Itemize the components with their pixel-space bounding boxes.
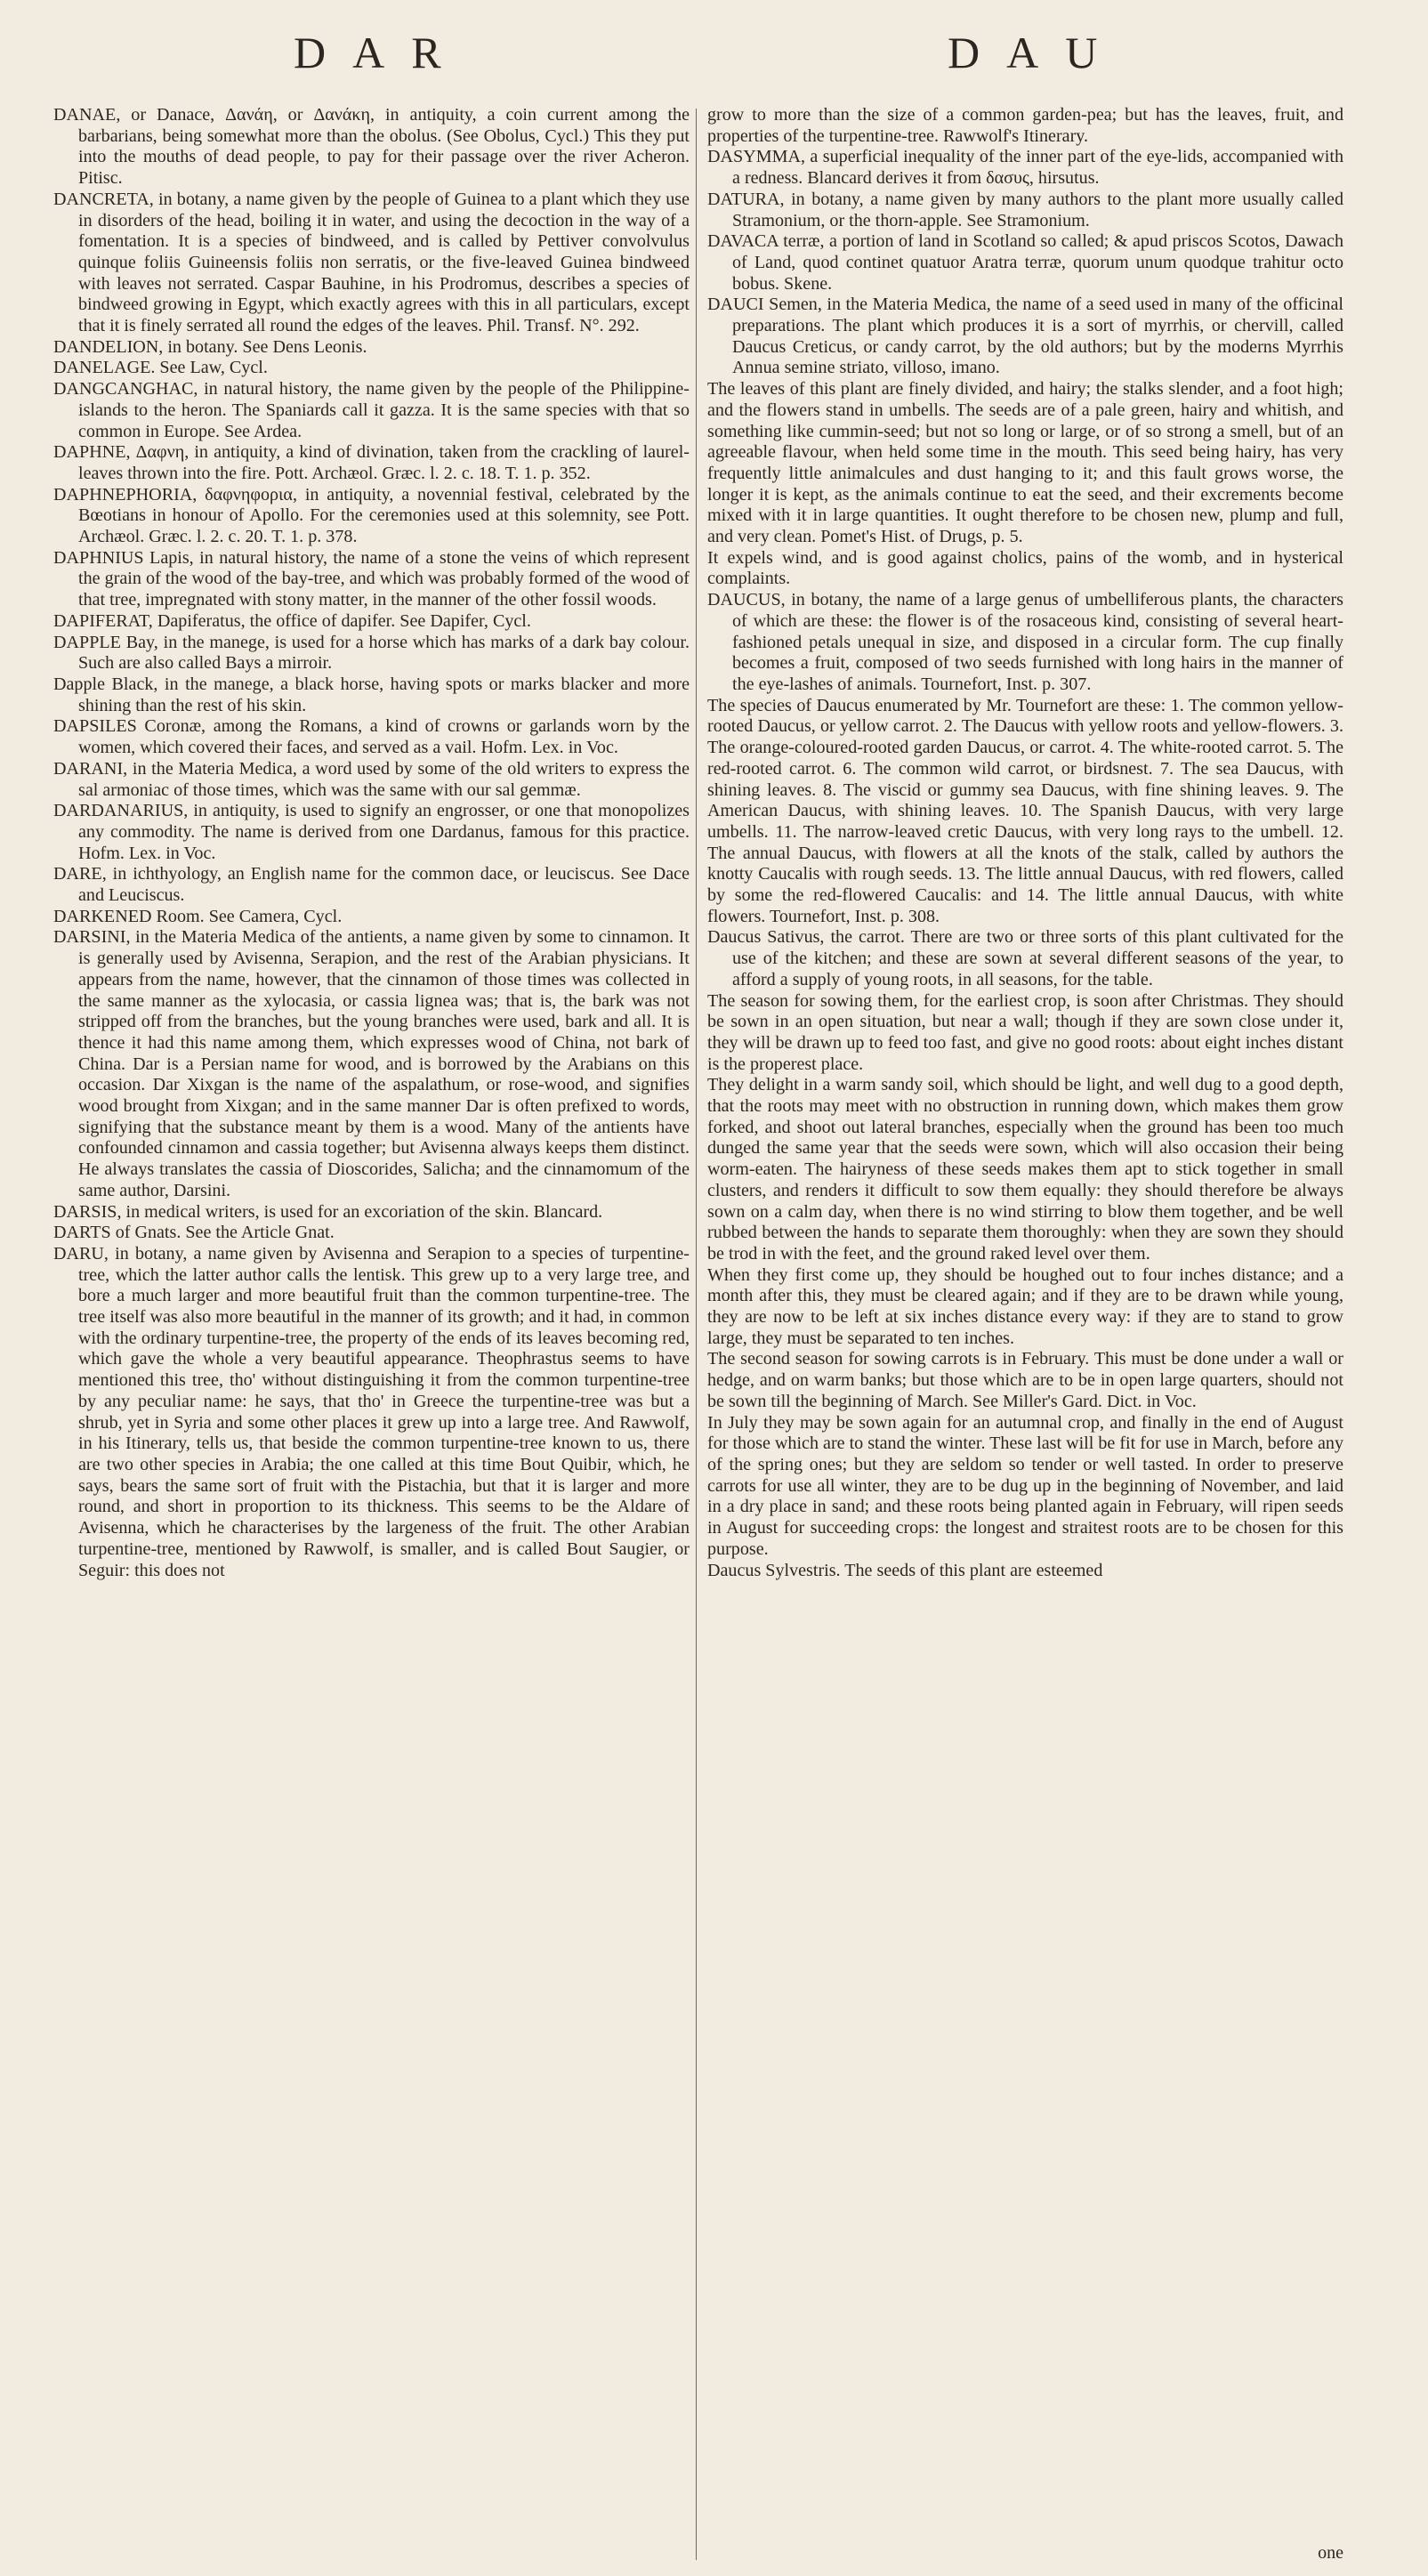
entry-daphnius: DAPHNIUS Lapis, in natural history, the name of a stone the veins of which represent the grain of the wood of the bay-tree, and which was probably formed of the wood of that tree, impregnated with stony matter, in the manner of the other fossil woods. xyxy=(53,547,690,610)
right-column xyxy=(707,105,1343,1581)
column-divider xyxy=(696,109,697,2560)
para-sativus-4: When they first come up, they should be houghed out to four inches distance; and a month after this, they must be cleared again; and if they are to be drawn while young, they are now to be left at six inches distance every way: if they are to stand to grow large, they must be separated to ten inches. xyxy=(707,1264,1343,1348)
entry-daphne: DAPHNE, Δαφνη, in antiquity, a kind of divination, taken from the crackling of laurel-leaves thrown into the fire. Pott. Archæol. Græc. l. 2. c. 18. T. 1. p. 352. xyxy=(53,442,690,483)
entry-daucus: DAUCUS, in botany, the name of a large genus of umbelliferous plants, the characters of which are these: the flower is of the rosaceous kind, consisting of several heart-fashioned petals unequal in size, and disposed in a circular form. The cup finally becomes a fruit, composed of two seeds furnished with long hairs in the manner of the eye-lashes of animals. Tournefort, Inst. p. 307. xyxy=(707,590,1343,694)
entry-daucus-sativus: Daucus Sativus, the carrot. There are two or three sorts of this plant cultivated for the use of the kitchen; and these are sown at several different seasons of the year, to afford a supply of young roots, in all seasons, for the table. xyxy=(707,927,1343,989)
entry-dancreta: DANCRETA, in botany, a name given by the people of Guinea to a plant which they use in disorders of the head, boiling it in water, and using the decoction in the way of a fomentation. It is a species of bindweed, and is called by Pettiver convolvulus quinque foliis Guineensis foliis non serratis, or the five-leaved Guinea bindweed with leaves not serrated. Caspar Bauhine, in his Prodromus, describes a species of bindweed growing in Egypt, which exactly agrees with this in all particulars, except that it is finely serrated all round the edges of the leaves. Phil. Transf. N°. 292. xyxy=(53,189,690,336)
entry-darkened: DARKENED Room. See Camera, Cycl. xyxy=(53,906,343,926)
entry-dangcanghac: DANGCANGHAC, in natural history, the name given by the people of the Philippine-islands to the heron. The Spaniards call it gazza. It is the same species with that so common in Europe. See Ardea. xyxy=(53,379,690,441)
entry-dapiferat: DAPIFERAT, Dapiferatus, the office of dapifer. See Dapifer, Cycl. xyxy=(53,610,531,631)
para-sativus-6: In July they may be sown again for an autumnal crop, and finally in the end of August for those which are to stand the winter. These last will be fit for use in March, before any of the spring ones; but they are seldom so tender or well tasted. In order to preserve carrots for use all winter, they are to be dug up in the beginning of November, and laid in a dry place in sand; and these roots being planted again in February, will ripen seeds in August for succeeding crops: the longest and straitest roots are to be chosen for this purpose. xyxy=(707,1412,1343,1559)
catchword: one xyxy=(1318,2543,1343,2563)
entry-datura: DATURA, in botany, a name given by many authors to the plant more usually called Stramonium, or the thorn-apple. See Stramonium. xyxy=(707,189,1343,230)
entry-dauci: DAUCI Semen, in the Materia Medica, the name of a seed used in many of the officinal preparations. The plant which produces it is a sort of myrrhis, or chervill, called Daucus Creticus, or candy carrot, by the old authors; but by the moderns Myrrhis Annua semine striato, villoso, imano. xyxy=(707,295,1343,378)
entry-dapple-black: Dapple Black, in the manege, a black horse, having spots or marks blacker and more shining than the rest of his skin. xyxy=(53,674,690,715)
para-sativus-2: The season for sowing them, for the earliest crop, is soon after Christmas. They should be sown in an open situation, but near a wall; though if they are sown close under it, they will be drawn up to feed too fast, and give no good roots: about eight inches distant is the properest place. xyxy=(707,990,1343,1074)
running-head-right: DAU xyxy=(948,28,1125,77)
entry-dardanarius: DARDANARIUS, in antiquity, is used to signify an engrosser, or one that monopolizes any commodity. The name is derived from one Dardanus, famous for this practice. Hofm. Lex. in Voc. xyxy=(53,801,690,863)
entry-darsis: DARSIS, in medical writers, is used for an excoriation of the skin. Blancard. xyxy=(53,1201,603,1222)
running-head-left: DAR xyxy=(294,28,468,77)
para-dauci-3: It expels wind, and is good against cholics, pains of the womb, and in hysterical complaints. xyxy=(707,547,1343,589)
para-daru-cont: grow to more than the size of a common garden-pea; but has the leaves, fruit, and properties of the turpentine-tree. Rawwolf's Itinerary. xyxy=(707,105,1343,146)
para-sativus-3: They delight in a warm sandy soil, which should be light, and well dug to a good depth, that the roots may meet with no obstruction in running down, which makes them grow forked, and shoot out lateral branches, especially when the ground has been too much dunged the same year that the seeds were sown, which will also occasion their being worm-eaten. The hairyness of these seeds makes them apt to stick together in small clusters, and renders it difficult to sow them equally: they should therefore be always sown on a calm day, when there is no wind stirring to blow them together, and be well rubbed between the hands to separate them thoroughly: when they are sown they should be trod in with the feet, and the ground raked level over them. xyxy=(707,1075,1343,1264)
entry-dapsiles: DAPSILES Coronæ, among the Romans, a kind of crowns or garlands worn by the women, which covered their faces, and served as a vail. Hofm. Lex. in Voc. xyxy=(53,716,690,758)
entry-daru: DARU, in botany, a name given by Avisenna and Serapion to a species of turpentine-tree, which the latter author calls the lentisk. This grew up to a very large tree, and bore a much larger and more beautiful fruit than the common turpentine-tree. The tree itself was also more beautiful in the manner of its growth; and it had, in common with the ordinary turpentine-tree, the property of the ends of its leaves becoming red, which gave the whole a very beautiful appearance. Theophrastus seems to have mentioned this tree, tho' without distinguishing it from the common turpentine-tree by any peculiar name: he says, that tho' in Greece the turpentine-tree was but a shrub, yet in Syria and some other places it grew up into a large tree. And Rawwolf, in his Itinerary, tells us, that beside the common turpentine-tree known to us, there are two other species in Arabia; the one called at this time Bout Quibir, which, he says, bears the same sort of fruit with the Pistachia, but that it is larger and more round, and short in proportion to its thickness. This seems to be the Aldare of Avisenna, which he characterises by the largeness of the fruit. The other Arabian turpentine-tree, mentioned by Rawwolf, is smaller, and is called Bout Saugier, or Seguir: this does not xyxy=(53,1243,690,1580)
entry-daphnephoria: DAPHNEPHORIA, δαφνηφορια, in antiquity, a novennial festival, celebrated by the Bœotians in honour of Apollo. For the ceremonies used at this solemnity, see Pott. Archæol. Græc. l. 2. c. 20. T. 1. p. 378. xyxy=(53,484,690,547)
entry-darts: DARTS of Gnats. See the Article Gnat. xyxy=(53,1223,335,1243)
para-sativus-5: The second season for sowing carrots is in February. This must be done under a wall or hedge, and on warm banks; but those which are to be in open large quarters, should not be sown till the beginning of March. See Miller's Gard. Dict. in Voc. xyxy=(707,1349,1343,1411)
entry-darani: DARANI, in the Materia Medica, a word used by some of the old writers to express the sal armoniac of those times, which was the same with our sal gemmæ. xyxy=(53,758,690,800)
left-column xyxy=(53,105,690,1581)
entry-danelage: DANELAGE. See Law, Cycl. xyxy=(53,358,268,378)
entry-dasymma: DASYMMA, a superficial inequality of the inner part of the eye-lids, accompanied with a redness. Blancard derives it from δασυς, hirsutus. xyxy=(707,147,1343,189)
para-dauci-2: The leaves of this plant are finely divided, and hairy; the stalks slender, and a foot high; and the flowers stand in umbells. The seeds are of a pale green, hairy and whitish, and something like cummin-seed; but not so long or large, or of so strong a smell, but of an agreeable flavour, when held some time in the mouth. This seed being hairy, has very frequently little animalcules and dust hanging to it; and this fault grows worse, the longer it is kept, as the animals continue to eat the seed, and their excrements become mixed with it in large quantities. It ought therefore to be chosen new, plump and full, and very clean. Pomet's Hist. of Drugs, p. 5. xyxy=(707,379,1343,547)
entry-danae: DANAE, or Danace, Δανάη, or Δανάκη, in antiquity, a coin current among the barbarians, being somewhat more than the obolus. (See Obolus, Cycl.) This they put into the mouths of dead people, to pay for their passage over the river Acheron. Pitisc. xyxy=(53,105,690,189)
entry-dare: DARE, in ichthyology, an English name for the common dace, or leuciscus. See Dace and Leuciscus. xyxy=(53,864,690,906)
entry-daucus-sylvestris: Daucus Sylvestris. The seeds of this plant are esteemed xyxy=(707,1560,1103,1580)
entry-darsini: DARSINI, in the Materia Medica of the antients, a name given by some to cinnamon. It is generally used by Avisenna, Serapion, and the rest of the Arabian physicians. It appears from the name, however, that the cinnamon of those times was collected in the same manner as the xylocasia, or cassia lignea was; that is, the bark was not stripped off from the branches, but the young branches were used, bark and all. It is thence it had this name among them, which expresses wood of China, not bark of China. Dar is a Persian name for wood, and is borrowed by the Arabians on this occasion. Dar Xixgan is the name of the aspalathum, or rose-wood, and signifies wood brought from Xixgan; and in the same manner Dar is often prefixed to words, signifying that the substance meant by them is a wood. Many of the antients have confounded cinnamon and cassia together; but Avisenna always keeps them distinct. He always translates the cassia of Dioscorides, Salicha; and the cinnamomum of the same author, Darsini. xyxy=(53,927,690,1200)
entry-davaca: DAVACA terræ, a portion of land in Scotland so called; & apud priscos Scotos, Dawach of Land, quod continet quatuor Aratra terræ, quorum unum quodque trahitur octo bobus. Skene. xyxy=(707,231,1343,294)
para-daucus-species: The species of Daucus enumerated by Mr. Tournefort are these: 1. The common yellow-rooted Daucus, or yellow carrot. 2. The Daucus with yellow roots and yellow-flowers. 3. The orange-coloured-rooted garden Daucus, or carrot. 4. The white-rooted carrot. 5. The red-rooted carrot. 6. The common wild carrot, or birdsnest. 7. The sea Daucus, with shining leaves. 8. The viscid or gummy sea Daucus, with fine shining leaves. 9. The American Daucus, with shining leaves. 10. The Spanish Daucus, with very large umbells. 11. The narrow-leaved cretic Daucus, with very long rays to the umbell. 12. The annual Daucus, with flowers at all the knots of the stalk, called by authors the knotty Caucalis with rough seeds. 13. The little annual Daucus, with red flowers, called by some the red-flowered Caucalis: and 14. The little annual Daucus, with white flowers. Tournefort, Inst. p. 308. xyxy=(707,695,1343,926)
entry-dandelion: DANDELION, in botany. See Dens Leonis. xyxy=(53,336,367,357)
entry-dapple-bay: DAPPLE Bay, in the manege, is used for a horse which has marks of a dark bay colour. Such are also called Bays a mirroir. xyxy=(53,632,690,674)
